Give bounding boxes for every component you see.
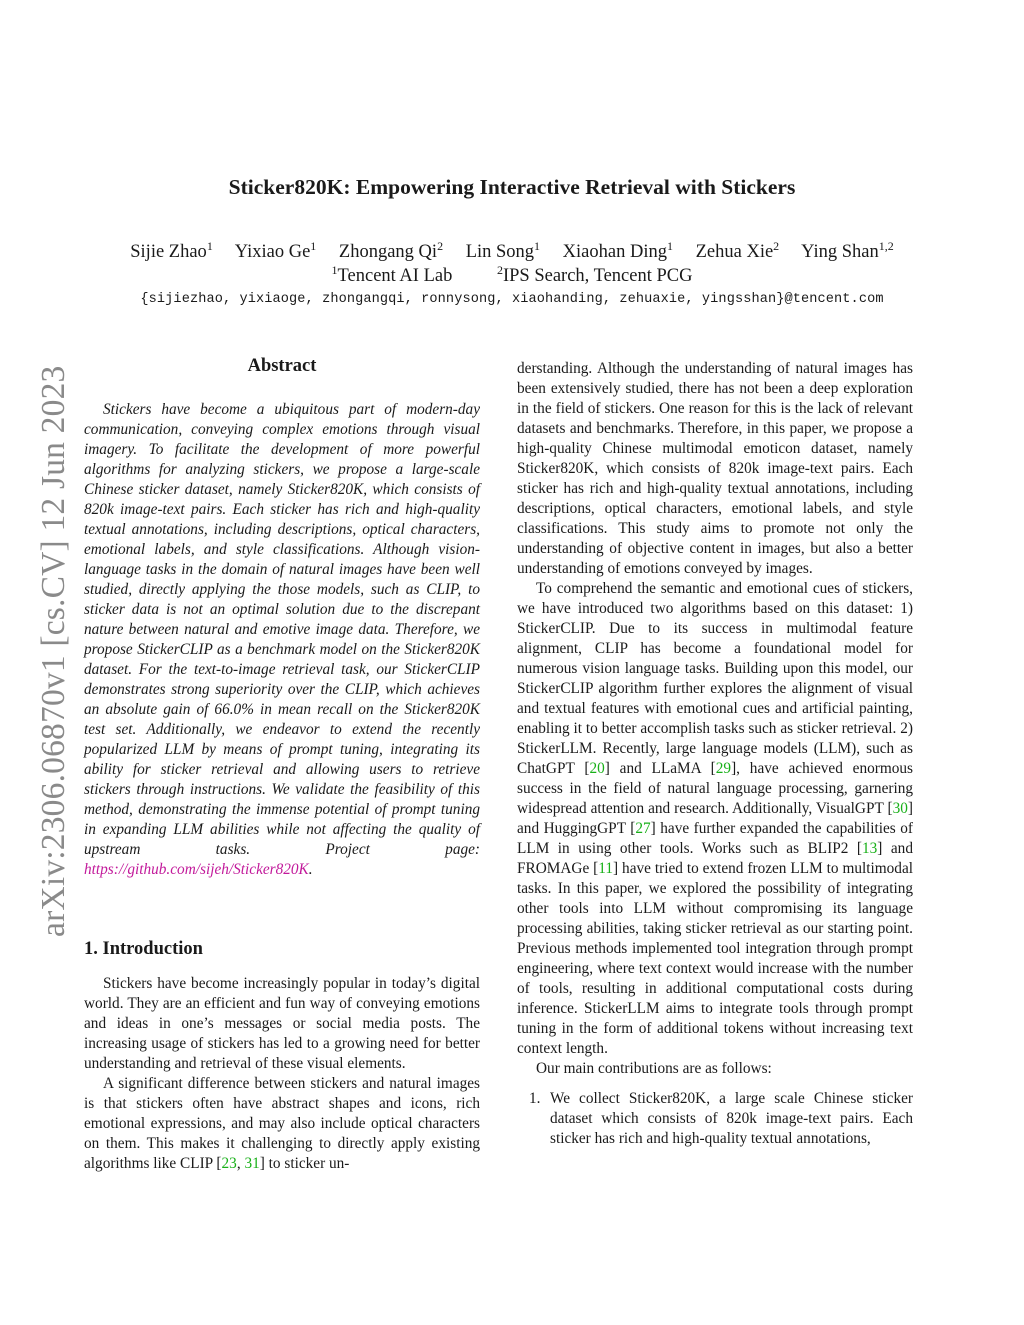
paragraph: Our main contributions are as follows: (536, 1060, 772, 1077)
author: Xiaohan Ding$^1$ (562, 239, 673, 262)
abstract-body: Stickers have become a ubiquitous part of modern-day communication, conveying complex emotions through visual imagery. To facilitate the development of more powerful algorithms for analyzing stickers, we propose a large-scale Chinese sticker dataset, namely Sticker820K, which consists of 820k image-text pairs. Each sticker has rich and high-quality textual annotations, including descriptions, optical characters, emotional labels, and style classifications. Although vision-language tasks in the domain of natural images have been well studied, directly applying the those models, such as CLIP, to sticker data is not an optimal solution due to the discrepant nature between natural and emotive image data. Therefore, we propose StickerCLIP as a benchmark model on the Sticker820K dataset. For the text-to-image retrieval task, our StickerCLIP demonstrates strong superiority over the CLIP, which achieves an absolute gain of 66.0% in mean recall on the Sticker820K test set. Additionally, we endeavor to extend the recently popularized LLM by means of prompt tuning, integrating its ability for sticker retrieval and allowing users to retrieve stickers through instructions. We validate the feasibility of this method, demonstrating the immense potential of prompt tuning in expanding LLM abilities while not affecting the quality of upstream tasks. Project page: https://github.com/sijeh/Sticker820K. (84, 401, 480, 878)
citation-link[interactable]: 13 (861, 840, 878, 857)
author: Lin Song$^1$ (465, 239, 541, 262)
citation-link[interactable]: 20 (589, 760, 605, 777)
introduction-body (84, 974, 480, 1174)
affiliation: $^1$Tencent AI Lab (331, 263, 453, 286)
paragraph: derstanding. Although the understanding of natural images has been extensively studied, there has not been a deep exploration in the field of stickers. One reason for this is the lack of relevant datasets and benchmarks. Therefore, in this paper, we propose a high-quality Chinese multimodal emoticon dataset, namely Sticker820K, which consists of 820k image-text pairs. Each sticker has rich and high-quality textual annotations, including descriptions, optical characters, emotional labels, and style classifications. This study aims to promote not only the understanding of objective content in images, but also a better understanding of emotions conveyed by images. (517, 360, 913, 577)
citation-link[interactable]: 23 (221, 1155, 237, 1172)
paragraph: A significant difference between stickers and natural images is that stickers often have abstract shapes and icons, rich emotional expressions, and may also include optical characters on them. This makes it challenging to directly apply existing algorithms like CLIP [23, 31] to sticker un- (84, 1075, 480, 1172)
author-block (0, 240, 1024, 288)
citation-link[interactable]: 29 (715, 760, 732, 777)
author: Zhongang Qi$^2$ (338, 239, 444, 262)
contribution-list-item (517, 1089, 913, 1149)
affiliation-list (0, 264, 1024, 288)
paper-title: Sticker820K: Empowering Interactive Retrieval with Stickers (228, 175, 796, 199)
arxiv-identifier: arXiv:2306.06870v1 [cs.CV] 12 Jun 2023 (35, 365, 72, 937)
abstract-heading: Abstract (247, 356, 317, 376)
citation-link[interactable]: 11 (598, 860, 614, 877)
abstract-text: Stickers have become a ubiquitous part of modern-day communication, conveying complex emotions through visual imagery. To facilitate the development of more powerful algorithms for analyzing stickers, we propose a large-scale Chinese sticker dataset, namely Sticker820K, which consists of 820k image-text pairs. Each sticker has rich and high-quality textual annotations, including descriptions, optical characters, emotional labels, and style classifications. Although vision-language tasks in the domain of natural images have been well studied, directly applying the those models, such as CLIP, to sticker data is not an optimal solution due to the discrepant nature between natural and emotive image data. Therefore, we propose StickerCLIP as a benchmark model on the Sticker820K dataset. For the text-to-image retrieval task, our StickerCLIP demonstrates strong superiority over the CLIP, which achieves an absolute gain of 66.0% in mean recall on the Sticker820K test set. Additionally, we endeavor to extend the recently popularized LLM by means of prompt tuning, integrating its ability for sticker retrieval and allowing users to retrieve stickers through instructions. We validate the feasibility of this method, demonstrating the immense potential of prompt tuning in expanding LLM abilities while not affecting the quality of upstream tasks. Project page: (84, 401, 480, 858)
right-column (517, 359, 913, 1149)
list-item-text: We collect Sticker820K, a large scale Chinese sticker dataset which consists of 820k image-text pairs. Each sticker has rich and high-quality textual annotations, (550, 1090, 913, 1147)
citation-link[interactable]: 27 (635, 820, 651, 837)
author: Sijie Zhao$^1$ (130, 239, 213, 262)
author: Ying Shan$^{1,2}$ (801, 239, 894, 262)
citation-link[interactable]: 30 (892, 800, 908, 817)
citation-link[interactable]: 31 (244, 1155, 260, 1172)
author: Zehua Xie$^2$ (695, 239, 780, 262)
affiliation: $^2$IPS Search, Tencent PCG (496, 263, 693, 286)
author: Yixiao Ge$^1$ (234, 239, 317, 262)
paragraph: To comprehend the semantic and emotional cues of stickers, we have introduced two algorithms based on this dataset: 1) StickerCLIP. Due to its success in multimodal feature alignment, CLIP has become a foundational model for numerous vision language tasks. Building upon this model, our StickerCLIP algorithm further explores the alignment of visual and textual features with emotional cues and artificial painting, enabling it to better accomplish tasks such as sticker retrieval. 2) StickerLLM. Recently, large language models (LLM), such as ChatGPT [20] and LLaMA [29], have achieved enormous success in the field of natural language processing, garnering widespread attention and research. Additionally, VisualGPT [30] and HuggingGPT [27] have further expanded the capabilities of LLM in using other tools. Works such as BLIP2 [13] and FROMAGe [11] have tried to extend frozen LLM to multimodal tasks. In this paper, we explored the possibility of integrating other tools into LLM without compromising its language processing abilities, taking sticker retrieval as our starting point. Previous methods implemented tool integration through prompt engineering, where text context would increase with the number of tools, resulting in additional computational costs during inference. StickerLLM aims to integrate tools through prompt tuning in the form of additional tokens without increasing text context length. (517, 580, 914, 1057)
author-emails: {sijiezhao, yixiaoge, zhongangqi, ronnysong, xiaohanding, zehuaxie, yingsshan}@tencent.com (140, 292, 884, 307)
author-list (0, 240, 1024, 264)
list-number: 1. (529, 1090, 541, 1107)
paragraph: Stickers have become increasingly popular in today’s digital world. They are an efficient and fun way of conveying emotions and ideas in one’s messages or social media posts. The increasing usage of stickers has led to a growing need for better understanding and retrieval of these visual elements. (84, 975, 480, 1072)
project-page-link[interactable]: https://github.com/sijeh/Sticker820K (84, 861, 309, 878)
section-heading-introduction: 1. Introduction (84, 939, 203, 959)
